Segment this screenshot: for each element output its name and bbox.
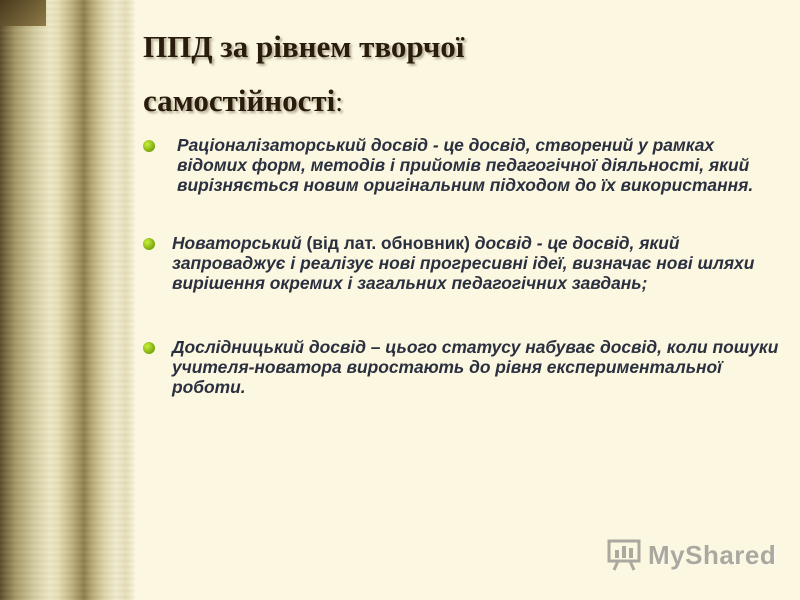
bullet-text: Раціоналізаторський досвід - це досвід, створений у рамках відомих форм, методів і прийомів педагогічної діяльності, який вирізняється новим оригінальним підходом до їх використання. (177, 135, 754, 195)
bullet-dot-icon (143, 342, 155, 354)
title-line-2 (143, 74, 743, 130)
bullet-rest: досвід - це досвід, який запроваджує і реалізує нові прогресивні ідеї, визначає нові шляхи вирішення окремих і загальних педагогічних завдань; (172, 233, 755, 293)
watermark-logo (606, 537, 776, 573)
bullet-list (143, 135, 783, 435)
bullet-rationalization (143, 135, 783, 195)
bullet-research (143, 337, 783, 397)
slide-title (143, 20, 743, 130)
bullet-innovative (143, 233, 783, 293)
bullet-lead: Новаторський (172, 233, 302, 253)
watermark-text: MyShared (648, 539, 777, 570)
title-colon: : (335, 87, 344, 118)
bullet-dot-icon (143, 238, 155, 250)
title-line-1: ППД за рівнем творчої (143, 29, 465, 64)
presentation-board-icon (606, 538, 642, 572)
bullet-text: Дослідницький досвід – цього статусу набуває досвід, коли пошуки учителя-новатора виростають до рівня експериментальної роботи. (172, 337, 779, 397)
bullet-dot-icon (143, 140, 155, 152)
bullet-middle: (від лат. обновник) (301, 233, 475, 253)
title-line-2-text: самостійності (143, 83, 336, 118)
